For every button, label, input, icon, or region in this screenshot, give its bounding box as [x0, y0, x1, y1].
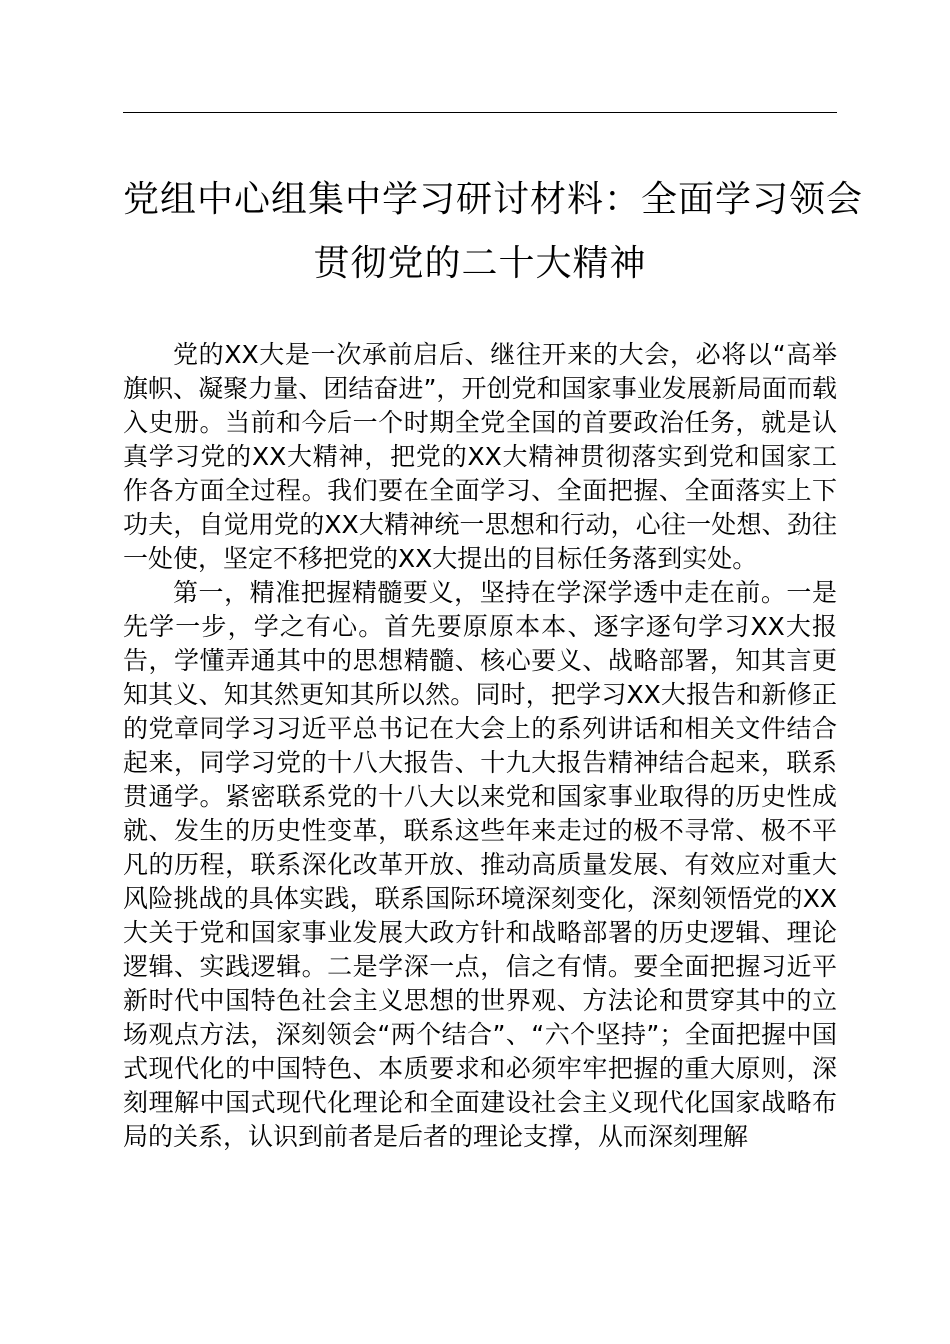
paragraph-intro: 党的XX大是一次承前启后、继往开来的大会，必将以“高举旗帜、凝聚力量、团结奋进”，开创党和国家事业发展新局面而载入史册。当前和今后一个时期全党全国的首要政治任务，就是认真学习党的XX大精神，把党的XX大精神贯彻落实到党和国家工作各方面全过程。我们要在全面学习、全面把握、全面落实上下功夫，自觉用党的XX大精神统一思想和行动，心往一处想、劲往一处使，坚定不移把党的XX大提出的目标任务落到实处。	[123, 340, 837, 573]
title-line-1: 党组中心组集中学习研讨材料：全面学习领会	[123, 179, 864, 220]
title-line-2: 贯彻党的二十大精神	[313, 243, 647, 284]
document-body	[123, 338, 837, 1154]
paragraph-first-point: 第一，精准把握精髓要义，坚持在学深学透中走在前。一是先学一步，学之有心。首先要原原本本、逐字逐句学习XX大报告，学懂弄通其中的思想精髓、核心要义、战略部署，知其言更知其义、知其然更知其所以然。同时，把学习XX大报告和新修正的党章同学习习近平总书记在大会上的系列讲话和相关文件结合起来，同学习党的十八大报告、十九大报告精神结合起来，联系贯通学。紧密联系党的十八大以来党和国家事业取得的历史性成就、发生的历史性变革，联系这些年来走过的极不寻常、极不平凡的历程，联系深化改革开放、推动高质量发展、有效应对重大风险挑战的具体实践，联系国际环境深刻变化，深刻领悟党的XX大关于党和国家事业发展大政方针和战略部署的历史逻辑、理论逻辑、实践逻辑。二是学深一点，信之有情。要全面把握习近平新时代中国特色社会主义思想的世界观、方法论和贯穿其中的立场观点方法，深刻领会“两个结合”、“六个坚持”；全面把握中国式现代化的中国特色、本质要求和必须牢牢把握的重大原则，深刻理解中国式现代化理论和全面建设社会主义现代化国家战略布局的关系，认识到前者是后者的理论支撑，从而深刻理解	[123, 578, 837, 1151]
document-title	[123, 168, 864, 296]
header-rule	[123, 112, 837, 113]
